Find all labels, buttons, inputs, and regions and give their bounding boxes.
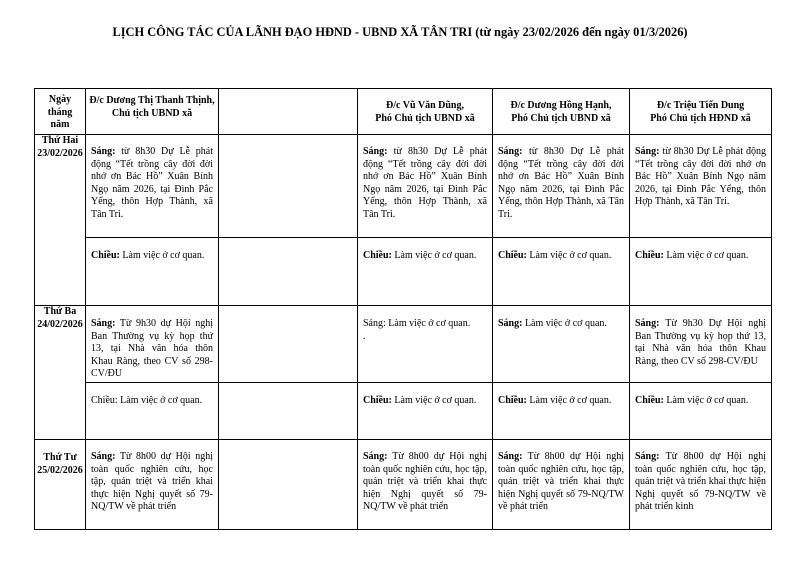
person-3-name: Đ/c Vũ Văn Dũng, <box>386 100 464 111</box>
schedule-table <box>34 88 772 530</box>
schedule-cell: Chiều: Làm việc ở cơ quan. <box>358 383 493 440</box>
day-cell-monday <box>35 135 86 306</box>
day-date: 23/02/2026 <box>37 147 83 159</box>
header-date-column: Ngày tháng năm <box>35 89 86 135</box>
schedule-cell: Chiều: Làm việc ở cơ quan. <box>630 238 772 306</box>
header-person-5 <box>630 89 772 135</box>
schedule-cell <box>219 238 358 306</box>
schedule-cell: Chiều: Làm việc ở cơ quan. <box>86 238 219 306</box>
schedule-cell: Sáng: Từ 9h30 Dự Hội nghị Ban Thường vụ kỳ họp thứ 13, tại Nhà văn hóa thôn Khau Ràng, theo CV số 298-CV/ĐU <box>630 306 772 383</box>
table-row <box>35 440 772 530</box>
day-name: Thứ Ba <box>43 306 77 317</box>
schedule-cell: Sáng: từ 8h30 Dự Lễ phát động “Tết trồng cây đời đời nhớ ơn Bác Hồ” Xuân Bính Ngọ năm 2026, tại Đình Pắc Yểng, thôn Hợp Thành, xã Tân Tri. <box>358 135 493 238</box>
schedule-cell: Sáng: từ 8h30 Dự Lễ phát động “Tết trồng cây đời đời nhớ ơn Bác Hồ” Xuân Bính Ngọ năm 2026, tại Đình Pắc Yểng, thôn Hợp Thành, xã Tân Tri. <box>493 135 630 238</box>
day-name: Thứ Tư <box>43 452 77 463</box>
schedule-cell: Sáng: Từ 8h00 dự Hội nghị toàn quốc nghiên cứu, học tập, quán triệt và triển khai thực hiện Nghị quyết số 79-NQ/TW về phát triển <box>358 440 493 530</box>
day-date: 25/02/2026 <box>37 464 83 476</box>
person-1-role: Chủ tịch UBND xã <box>111 107 193 119</box>
schedule-cell: Chiều: Làm việc ở cơ quan. <box>630 383 772 440</box>
person-4-role: Phó Chủ tịch UBND xã <box>511 112 611 124</box>
header-person-2 <box>219 89 358 135</box>
day-cell-tuesday <box>35 306 86 440</box>
schedule-cell <box>219 383 358 440</box>
page-title: LỊCH CÔNG TÁC CỦA LÃNH ĐẠO HĐND - UBND XÃ TÂN TRI (từ ngày 23/02/2026 đến ngày 01/3/2026) <box>112 25 688 39</box>
schedule-cell <box>219 440 358 530</box>
table-row <box>35 306 772 383</box>
schedule-cell: Sáng: từ 8h30 Dự Lễ phát động “Tết trồng cây đời đời nhớ ơn Bác Hồ” Xuân Bính Ngọ năm 2026, tại Đình Pắc Yểng, thôn Hợp Thành, xã Tân Tri. <box>86 135 219 238</box>
person-5-role: Phó Chủ tịch HĐND xã <box>650 112 751 124</box>
schedule-cell: Sáng: Từ 9h30 dự Hội nghị Ban Thường vụ kỳ họp thứ 13, tại Nhà văn hóa thôn Khau Ràng, theo CV số 298-CV/ĐU <box>86 306 219 383</box>
schedule-cell: Chiều: Làm việc ở cơ quan. <box>86 383 219 440</box>
schedule-cell: Sáng: Từ 8h00 dự Hội nghị toàn quốc nghiên cứu, học tập, quán triệt và triển khai thực hiện Nghị quyết số 79-NQ/TW về phát triển <box>493 440 630 530</box>
day-date: 24/02/2026 <box>37 318 83 330</box>
schedule-cell: Chiều: Làm việc ở cơ quan. <box>493 383 630 440</box>
schedule-cell <box>219 306 358 383</box>
table-row <box>35 238 772 306</box>
header-person-1 <box>86 89 219 135</box>
schedule-cell: Sáng: Làm việc ở cơ quan. <box>493 306 630 383</box>
day-cell-wednesday <box>35 440 86 530</box>
person-4-name: Đ/c Dương Hồng Hạnh, <box>510 100 612 111</box>
person-5-name: Đ/c Triệu Tiến Dung <box>656 100 745 111</box>
schedule-cell: Sáng: Từ 8h00 dự Hội nghị toàn quốc nghiên cứu, học tập, quán triệt và triển khai thực hiện Nghị quyết số 79-NQ/TW về phát triển <box>86 440 219 530</box>
header-person-4 <box>493 89 630 135</box>
person-3-role: Phó Chủ tịch UBND xã <box>375 112 475 124</box>
table-row <box>35 135 772 238</box>
day-name: Thứ Hai <box>41 135 79 146</box>
header-person-3 <box>358 89 493 135</box>
schedule-cell: Sáng: Làm việc ở cơ quan. . <box>358 306 493 383</box>
header-row <box>35 89 772 135</box>
schedule-cell <box>219 135 358 238</box>
schedule-cell: Sáng: từ 8h30 Dự Lễ phát động “Tết trồng cây đời đời nhớ ơn Bác Hồ” Xuân Bính Ngọ năm 2026, tại Đình Pắc Yểng, thôn Hợp Thành, xã Tân Tri. <box>630 135 772 238</box>
table-row <box>35 383 772 440</box>
schedule-cell: Chiều: Làm việc ở cơ quan. <box>358 238 493 306</box>
schedule-cell: Sáng: Từ 8h00 dự Hội nghị toàn quốc nghiên cứu, học tập, quán triệt và triển khai thực hiện Nghị quyết số 79-NQ/TW về phát triển kinh <box>630 440 772 530</box>
schedule-cell: Chiều: Làm việc ở cơ quan. <box>493 238 630 306</box>
person-1-name: Đ/c Dương Thị Thanh Thịnh, <box>89 95 215 106</box>
